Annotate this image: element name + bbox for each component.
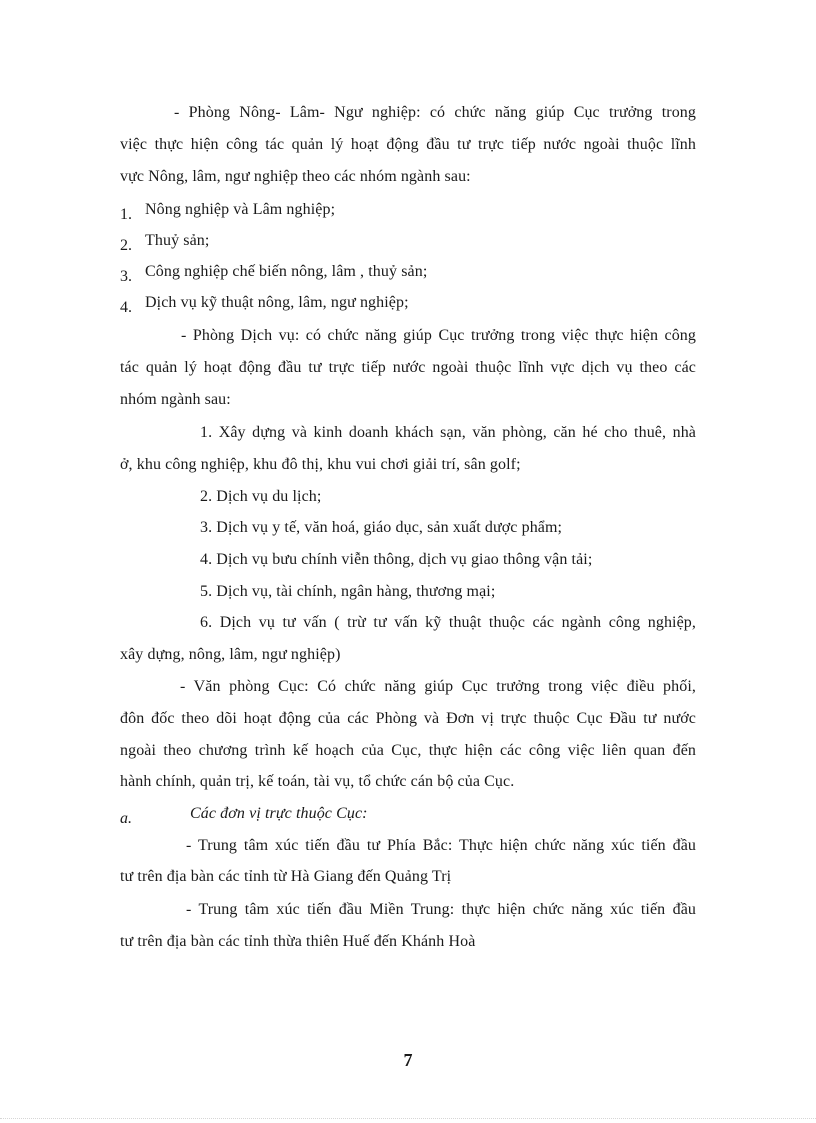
paragraph-dich-vu-line-3: nhóm ngành sau: — [120, 391, 231, 408]
paragraph-nong-lam-line-2: việc thực hiện công tác quản lý hoạt động đầu tư trực tiếp nước ngoài thuộc lĩnh — [120, 136, 696, 153]
dich-vu-item-5: 5. Dịch vụ, tài chính, ngân hàng, thương mại; — [200, 583, 496, 600]
page-number: 7 — [403, 1050, 413, 1070]
section-heading: Các đơn vị trực thuộc Cục: — [190, 805, 368, 822]
paragraph-van-phong-line-4: hành chính, quản trị, kế toán, tài vụ, tổ chức cán bộ của Cục. — [120, 773, 515, 790]
list-number: 1. — [120, 206, 132, 223]
list-item: Thuỷ sản; — [145, 232, 210, 249]
paragraph-central-line-1: - Trung tâm xúc tiến đầu Miền Trung: thực hiện chức năng xúc tiến đầu — [186, 901, 696, 918]
dich-vu-item-2: 2. Dịch vụ du lịch; — [200, 488, 322, 505]
dich-vu-item-4: 4. Dịch vụ bưu chính viễn thông, dịch vụ giao thông vận tải; — [200, 551, 593, 568]
paragraph-van-phong-line-2: đôn đốc theo dõi hoạt động của các Phòng và Đơn vị trực thuộc Cục Đầu tư nước — [120, 710, 696, 727]
dich-vu-item-1-line-1: 1. Xây dựng và kinh doanh khách sạn, văn phòng, căn hé cho thuê, nhà — [200, 424, 696, 441]
dich-vu-item-3: 3. Dịch vụ y tế, văn hoá, giáo dục, sản xuất dược phẩm; — [200, 519, 563, 536]
paragraph-van-phong-line-1: - Văn phòng Cục: Có chức năng giúp Cục trưởng trong việc điều phối, — [180, 678, 696, 695]
paragraph-dich-vu-line-2: tác quản lý hoạt động đầu tư trực tiếp nước ngoài thuộc lĩnh vực dịch vụ theo các — [120, 359, 696, 376]
list-number: 2. — [120, 237, 132, 254]
dich-vu-item-1-line-2: ở, khu công nghiệp, khu đô thị, khu vui chơi giải trí, sân golf; — [120, 456, 521, 473]
paragraph-central-line-2: tư trên địa bàn các tỉnh thừa thiên Huế đến Khánh Hoà — [120, 933, 476, 950]
list-number: 3. — [120, 268, 132, 285]
dich-vu-item-6-line-2: xây dựng, nông, lâm, ngư nghiệp) — [120, 646, 341, 663]
list-item: Nông nghiệp và Lâm nghiệp; — [145, 201, 336, 218]
paragraph-nong-lam-line-1: - Phòng Nông- Lâm- Ngư nghiệp: có chức năng giúp Cục trưởng trong — [174, 104, 696, 121]
paragraph-north-line-1: - Trung tâm xúc tiến đầu tư Phía Bắc: Thực hiện chức năng xúc tiến đầu — [186, 837, 696, 854]
section-label: a. — [120, 810, 132, 827]
list-item: Công nghiệp chế biến nông, lâm , thuỷ sản; — [145, 263, 428, 280]
paragraph-north-line-2: tư trên địa bàn các tỉnh từ Hà Giang đến Quảng Trị — [120, 868, 452, 885]
paragraph-dich-vu-line-1: - Phòng Dịch vụ: có chức năng giúp Cục trưởng trong việc thực hiện công — [181, 327, 696, 344]
dich-vu-item-6-line-1: 6. Dịch vụ tư vấn ( trừ tư vấn kỹ thuật thuộc các ngành công nghiệp, — [200, 614, 696, 631]
footer-divider — [0, 1118, 816, 1119]
paragraph-nong-lam-line-3: vực Nông, lâm, ngư nghiệp theo các nhóm ngành sau: — [120, 168, 471, 185]
list-number: 4. — [120, 299, 132, 316]
list-item: Dịch vụ kỹ thuật nông, lâm, ngư nghiệp; — [145, 294, 409, 311]
paragraph-van-phong-line-3: ngoài theo chương trình kế hoạch của Cục, thực hiện các công việc liên quan đến — [120, 742, 696, 759]
